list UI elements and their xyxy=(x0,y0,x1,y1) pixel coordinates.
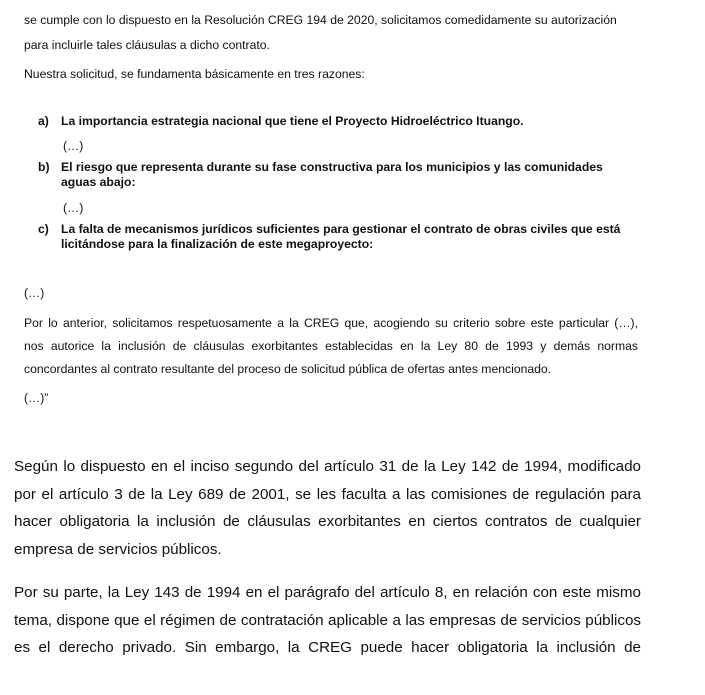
reason-text: El riesgo que representa durante su fase constructiva para los municipios y las comunidades aguas abajo: xyxy=(61,160,603,189)
list-marker: a) xyxy=(38,114,49,128)
request-line: nos autorice la inclusión de cláusulas exorbitantes establecidas en la Ley 80 de 1993 y demás normas xyxy=(24,339,638,353)
ellipsis: (…) xyxy=(63,139,84,153)
request-line: Por lo anterior, solicitamos respetuosamente a la CREG que, acogiendo su criterio sobre este particular (…), xyxy=(24,316,638,330)
list-marker: c) xyxy=(38,222,49,236)
paragraph-line: Según lo dispuesto en el inciso segundo del artículo 31 de la Ley 142 de 1994, modificado xyxy=(14,458,641,475)
quote-intro-line: se cumple con lo dispuesto en la Resolución CREG 194 de 2020, solicitamos comedidamente su autorización xyxy=(24,13,617,27)
closing-ellipsis: (…)” xyxy=(24,391,49,405)
paragraph-line: empresa de servicios públicos. xyxy=(14,541,222,558)
paragraph-line: tema, dispone que el régimen de contratación aplicable a las empresas de servicios públicos xyxy=(14,612,641,629)
ellipsis: (…) xyxy=(24,286,45,300)
paragraph-line: hacer obligatoria la inclusión de cláusulas exorbitantes en ciertos contratos de cualquier xyxy=(14,513,641,530)
list-marker: b) xyxy=(38,160,50,174)
quote-intro-line: para incluirle tales cláusulas a dicho contrato. xyxy=(24,38,270,52)
paragraph-line: Por su parte, la Ley 143 de 1994 en el parágrafo del artículo 8, en relación con este mismo xyxy=(14,584,641,601)
request-line: concordantes al contrato resultante del proceso de solicitud pública de ofertas antes mencionado. xyxy=(24,362,552,376)
ellipsis: (…) xyxy=(63,201,84,215)
reasons-intro: Nuestra solicitud, se fundamenta básicamente en tres razones: xyxy=(24,67,365,81)
paragraph-line: por el artículo 3 de la Ley 689 de 2001, se les faculta a las comisiones de regulación para xyxy=(14,486,641,503)
reason-text: La falta de mecanismos jurídicos suficientes para gestionar el contrato de obras civiles que está licitándose para la finalización de este megaproyecto: xyxy=(61,222,621,251)
reason-text: La importancia estrategia nacional que tiene el Proyecto Hidroeléctrico Ituango. xyxy=(61,114,524,128)
paragraph-line: es el derecho privado. Sin embargo, la CREG puede hacer obligatoria la inclusión de xyxy=(14,639,641,656)
